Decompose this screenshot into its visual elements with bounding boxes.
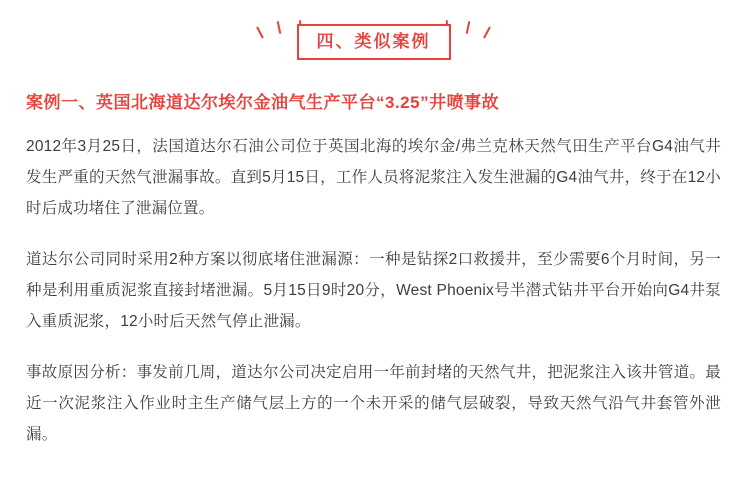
body-paragraph: 道达尔公司同时采用2种方案以彻底堵住泄漏源：一种是钻探2口救援井，至少需要6个月时间，另一种是利用重质泥浆直接封堵泄漏。5月15日9时20分，West Phoenix号半潜式钻井平台开始向G4井泵入重质泥浆，12小时后天然气停止泄漏。 [26, 251, 721, 330]
decorative-spark-icon [466, 21, 471, 34]
body-paragraph: 事故原因分析：事发前几周，道达尔公司决定启用一年前封堵的天然气井，把泥浆注入该井管道。最近一次泥浆注入作业时主生产储气层上方的一个未开采的储气层破裂，导致天然气沿气井套管外泄漏。 [26, 364, 721, 443]
body-paragraph: 2012年3月25日，法国道达尔石油公司位于英国北海的埃尔金/弗兰克林天然气田生产平台G4油气井发生严重的天然气泄漏事故。直到5月15日，工作人员将泥浆注入发生泄漏的G4油气井，终于在12小时后成功堵住了泄漏位置。 [26, 138, 721, 217]
section-heading-container [26, 18, 721, 66]
decorative-spark-icon [256, 26, 264, 38]
section-heading: 四、类似案例 [297, 24, 451, 60]
decorative-spark-icon [277, 21, 282, 34]
document-page [0, 18, 747, 493]
case-title: 案例一、英国北海道达尔埃尔金油气生产平台“3.25”井喷事故 [26, 93, 500, 112]
decorative-spark-icon [483, 26, 491, 38]
